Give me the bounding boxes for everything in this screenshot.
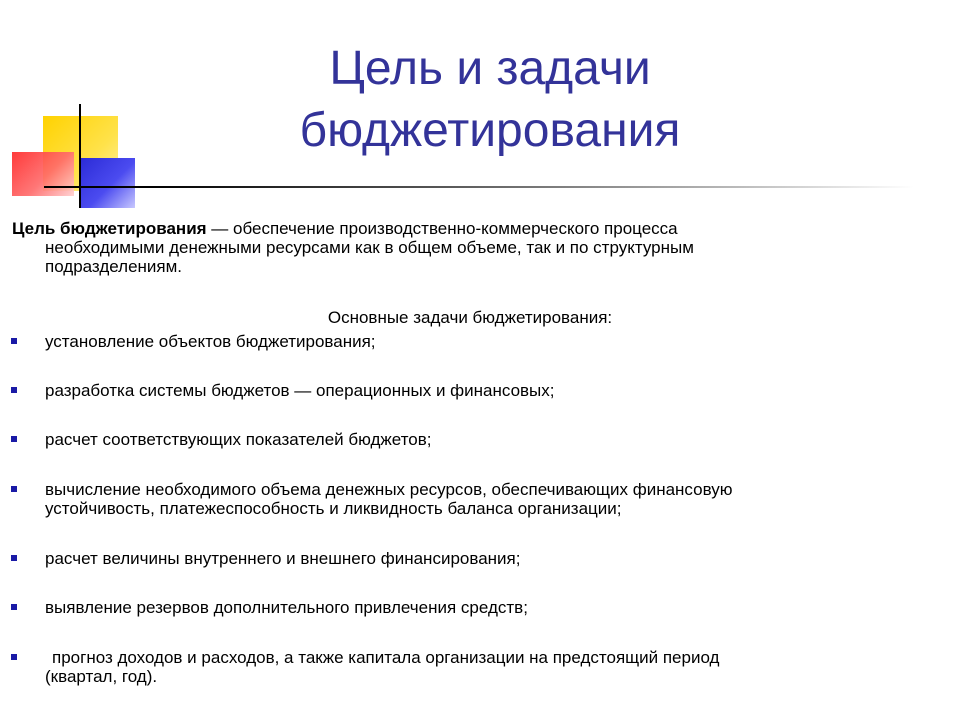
list-item-text-line-2: устойчивость, платежеспособность и ликвидность баланса организации; [45, 499, 622, 518]
list-item-text: расчет соответствующих показателей бюджетов; [45, 430, 432, 449]
square-bullet-icon [11, 555, 17, 561]
list-item-text: выявление резервов дополнительного привлечения средств; [45, 598, 528, 617]
list-item-text [0, 480, 920, 518]
list-item [0, 549, 920, 568]
square-bullet-icon [11, 338, 17, 344]
list-item-text: расчет величины внутреннего и внешнего финансирования; [45, 549, 521, 568]
list-item-text-line-1: прогноз доходов и расходов, а также капитала организации на предстоящий период [52, 648, 720, 667]
list-item-text: установление объектов бюджетирования; [45, 332, 376, 351]
square-bullet-icon [11, 436, 17, 442]
square-bullet-icon [11, 654, 17, 660]
list-item-text-line-2: (квартал, год). [45, 667, 158, 686]
slide-title-line-2: бюджетирования [299, 104, 681, 157]
list-item [0, 381, 920, 400]
goal-line-3: подразделениям. [45, 257, 183, 276]
goal-line-2: необходимыми денежными ресурсами как в общем объеме, так и по структурным [45, 238, 694, 257]
goal-text-1: — обеспечение производственно-коммерческого процесса [206, 219, 678, 238]
tasks-heading: Основные задачи бюджетирования: [327, 308, 613, 327]
list-item [0, 648, 920, 686]
list-item-text-line-1: вычисление необходимого объема денежных ресурсов, обеспечивающих финансовую [45, 480, 733, 499]
list-item-text: разработка системы бюджетов — операционных и финансовых; [45, 381, 555, 400]
square-bullet-icon [11, 604, 17, 610]
list-item [0, 430, 920, 449]
list-item [0, 598, 920, 617]
goal-label: Цель бюджетирования [12, 219, 207, 238]
square-bullet-icon [11, 387, 17, 393]
slide-title-line-1: Цель и задачи [329, 42, 651, 95]
list-item [0, 480, 920, 518]
square-bullet-icon [11, 486, 17, 492]
list-item-text [0, 648, 920, 686]
list-item [0, 332, 920, 351]
